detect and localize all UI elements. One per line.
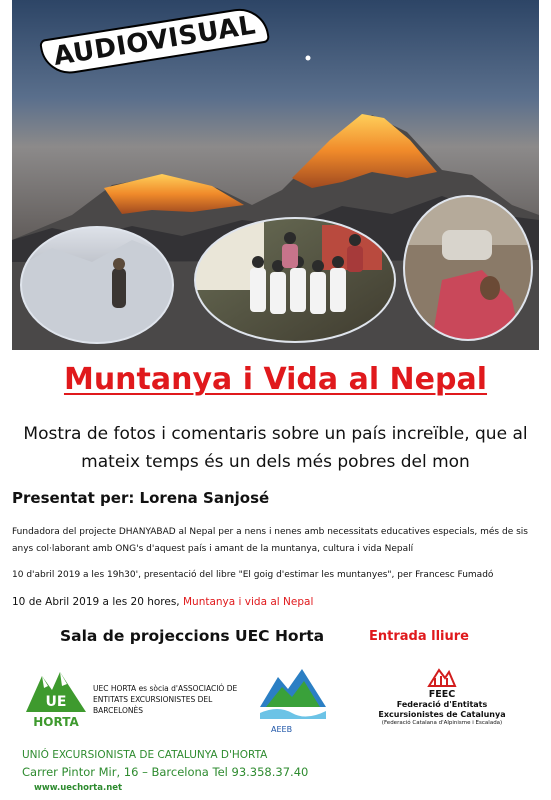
moon [306, 56, 311, 61]
audiovisual-banner: AUDIOVISUAL [39, 5, 270, 78]
uec-horta-logo [22, 668, 90, 730]
entry-free: Entrada lliure [369, 629, 469, 644]
feec-name: Federació d'Entitats Excursionistes de Catalunya [378, 700, 506, 719]
aeeb-logo [258, 663, 328, 721]
uec-membership-text: UEC HORTA es sòcia d'ASSOCIACIÓ DE ENTITATS EXCURSIONISTES DEL BARCELONÈS [93, 684, 238, 715]
club-website[interactable]: www.uechorta.net [34, 783, 123, 793]
club-name: UNIÓ EXCURSIONISTA DE CATALUNYA D'HORTA [22, 749, 268, 761]
feec-acronym: FEEC [428, 689, 456, 700]
feec-subtitle: (Federació Catalana d'Alpinisme i Escalada) [381, 720, 503, 726]
presenter: Presentat per: Lorena Sanjosé [12, 489, 270, 507]
lead-text: Mostra de fotos i comentaris sobre un país increïble, que al mateix temps és un dels més pobres del mon [23, 424, 528, 472]
feec-logo [367, 666, 517, 738]
venue: Sala de projeccions UEC Horta [60, 627, 325, 645]
event-slideshow [12, 596, 313, 608]
club-address: Carrer Pintor Mir, 16 – Barcelona Tel 93.358.37.40 [22, 765, 309, 779]
hero-photo [12, 0, 539, 350]
event-book-presentation: 10 d'abril 2019 a les 19h30', presentació del libre "El goig d'estimar les muntanyes", per Francesc Fumadó [12, 570, 494, 580]
feec-mark-icon [425, 666, 459, 688]
aeeb-label: AEEB [271, 725, 293, 734]
uec-logo-label: HORTA [33, 715, 79, 729]
svg-text:UE: UE [45, 694, 67, 710]
presenter-bio: Fundadora del projecte DHANYABAD al Nepal per a nens i nenes amb necessitats educatives especials, més de sis anys col·laborant amb ONG's d'aquest país i amant de la muntanya, cultura i vida Nepalí [12, 527, 528, 554]
event-highlight: Muntanya i vida al Nepal [182, 596, 314, 608]
event-date: 10 de Abril 2019 a les 20 hores, [12, 596, 183, 608]
page-title: Muntanya i Vida al Nepal [63, 362, 488, 397]
